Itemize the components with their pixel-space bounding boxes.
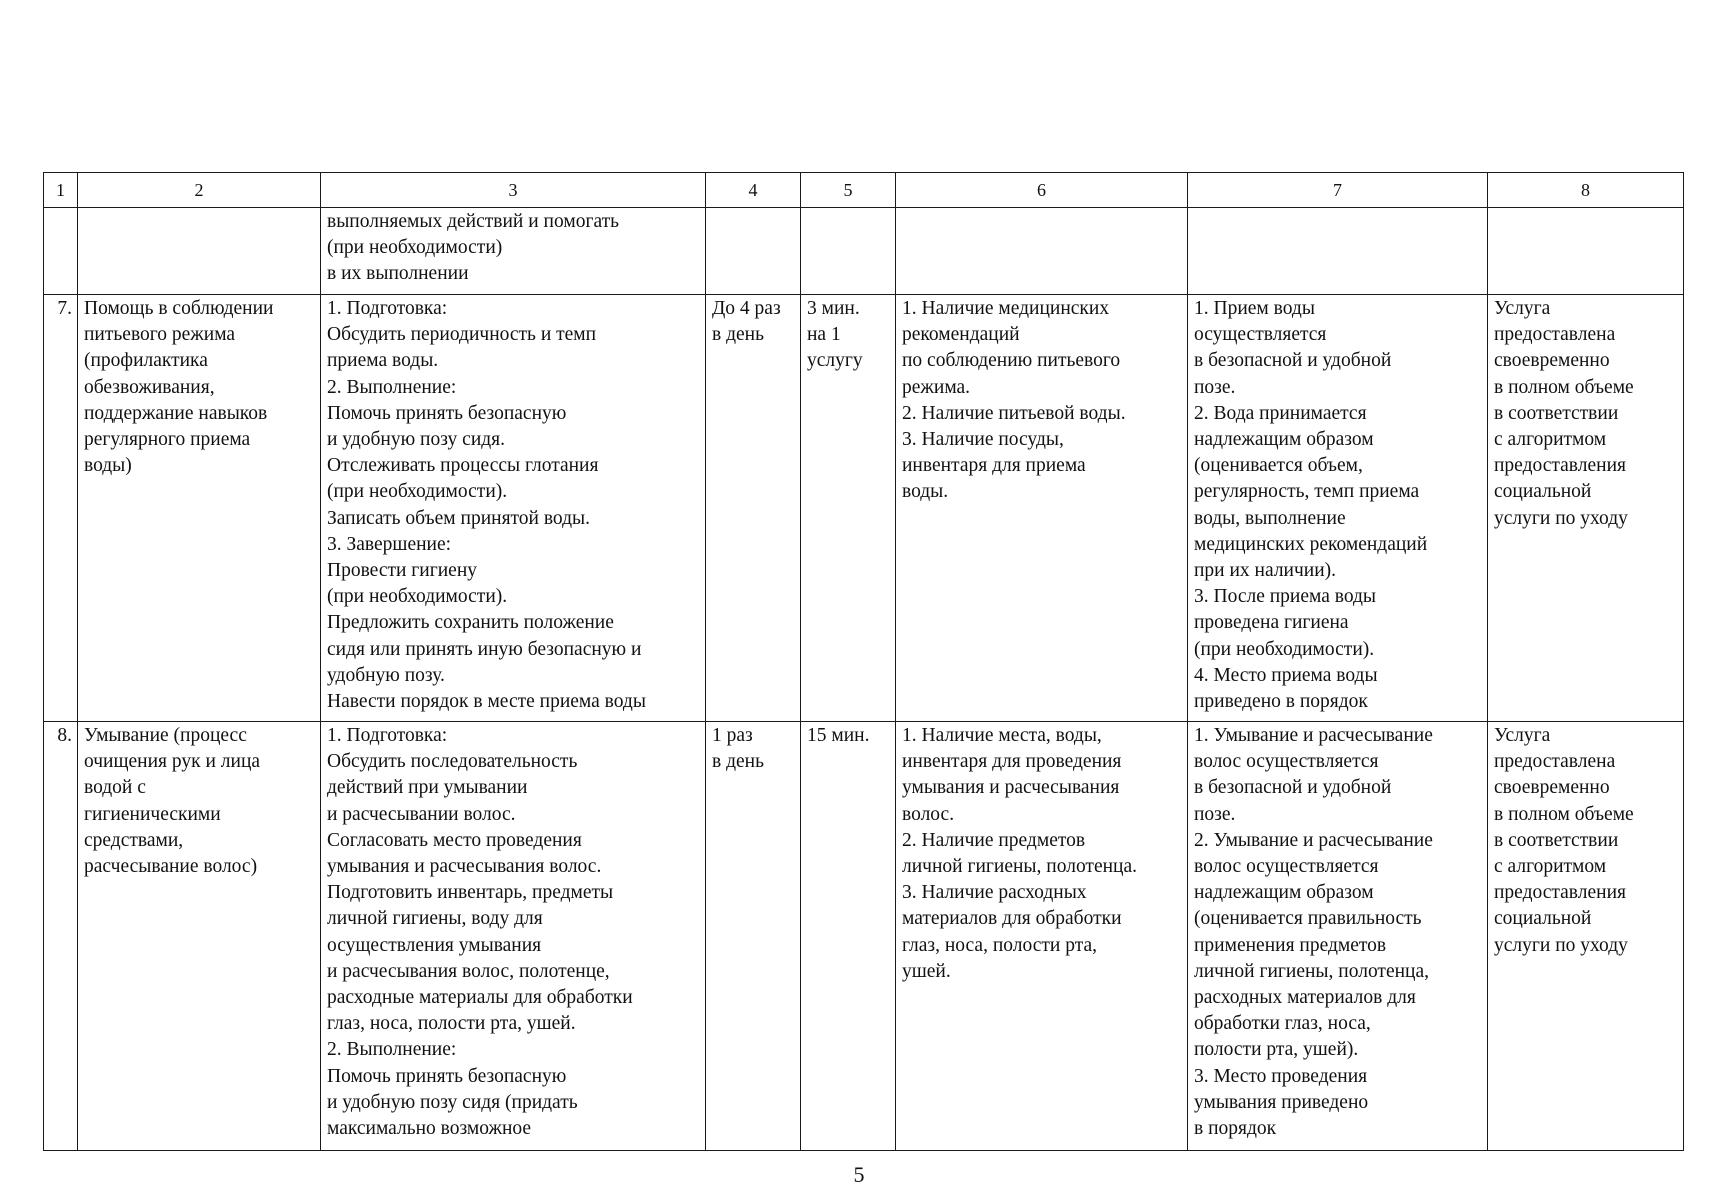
- periodicity-cell: [706, 722, 801, 1151]
- services-table: [43, 172, 1684, 1151]
- cell-line: 1 раз: [712, 725, 753, 746]
- cell-line: приема воды.: [327, 350, 439, 372]
- cell-line: в соответствии: [1494, 829, 1619, 851]
- cell-line: расчесывание волос): [84, 856, 258, 878]
- cell-line: волос осуществляется: [1194, 856, 1379, 878]
- column-number-row: [44, 173, 1684, 208]
- cell-line: 3. Место проведения: [1194, 1065, 1368, 1087]
- cell-line: осуществления умывания: [327, 934, 542, 956]
- row-number: 8.: [44, 722, 78, 1151]
- cell-line: 3. Завершение:: [327, 533, 452, 555]
- cell-line: обезвоживания,: [84, 376, 215, 398]
- cell-line: (оценивается объем,: [1194, 455, 1363, 477]
- cell-line: обработки глаз, носа,: [1194, 1013, 1371, 1035]
- cell-line: (профилактика: [84, 350, 208, 372]
- cell-line: Обсудить последовательность: [327, 751, 578, 773]
- cell-line: в их выполнении: [327, 263, 469, 285]
- cell-line: позе.: [1194, 376, 1236, 398]
- row-number: [44, 208, 78, 295]
- cell-line: умывания и расчесывания: [902, 777, 1120, 799]
- cell-line: материалов для обработки: [902, 908, 1122, 930]
- cell-line: расходных материалов для: [1194, 987, 1416, 1009]
- cell-line: очищения рук и лица: [84, 751, 261, 773]
- cell-line: и расчесывания волос, полотенце,: [327, 960, 610, 982]
- cell-line: Помочь принять безопасную: [327, 1065, 567, 1087]
- cell-line: волос.: [902, 803, 955, 825]
- column-number: 5: [801, 173, 896, 208]
- cell-line: Услуга: [1494, 298, 1551, 319]
- cell-line: выполняемых действий и помогать: [327, 211, 620, 232]
- cell-line: надлежащим образом: [1194, 429, 1374, 451]
- cell-line: умывания приведено: [1194, 1091, 1369, 1113]
- cell-line: питьевого режима: [84, 324, 236, 346]
- cell-line: средствами,: [84, 829, 184, 851]
- cell-line: 4. Место приема воды: [1194, 664, 1378, 686]
- cell-line: личной гигиены, полотенца,: [1194, 960, 1430, 982]
- cell-line: предоставления: [1494, 882, 1626, 904]
- cell-line: 2. Вода принимается: [1194, 402, 1367, 424]
- cell-line: Обсудить периодичность и темп: [327, 324, 597, 346]
- cell-line: Согласовать место проведения: [327, 829, 582, 851]
- conditions-cell: [896, 208, 1188, 295]
- cell-line: полости рта, ушей).: [1194, 1039, 1359, 1061]
- cell-line: (при необходимости): [327, 237, 503, 259]
- cell-line: в безопасной и удобной: [1194, 777, 1392, 799]
- cell-line: с алгоритмом: [1494, 856, 1607, 878]
- cell-line: позе.: [1194, 803, 1236, 825]
- service-name-cell: [78, 208, 321, 295]
- cell-line: расходные материалы для обработки: [327, 987, 633, 1009]
- result-cell: [1488, 208, 1684, 295]
- cell-line: Отслеживать процессы глотания: [327, 455, 599, 477]
- cell-line: Помощь в соблюдении: [84, 298, 274, 319]
- cell-line: регулярность, темп приема: [1194, 481, 1420, 503]
- cell-line: услуги по уходу: [1494, 934, 1628, 956]
- column-number: 7: [1188, 173, 1488, 208]
- cell-line: с алгоритмом: [1494, 429, 1607, 451]
- cell-line: действий при умывании: [327, 777, 528, 799]
- cell-line: воды.: [902, 481, 949, 503]
- cell-line: Умывание (процесс: [84, 725, 247, 746]
- cell-line: глаз, носа, полости рта, ушей.: [327, 1013, 576, 1035]
- cell-line: в порядок: [1194, 1118, 1277, 1140]
- cell-line: своевременно: [1494, 350, 1610, 372]
- cell-line: проведена гигиена: [1194, 612, 1349, 634]
- cell-line: 2. Наличие предметов: [902, 829, 1086, 851]
- conditions-cell: [896, 722, 1188, 1151]
- cell-line: услуги по уходу: [1494, 507, 1628, 529]
- column-number: 8: [1488, 173, 1684, 208]
- cell-line: воды): [84, 455, 132, 477]
- row-number: 7.: [44, 295, 78, 722]
- table-row: [44, 295, 1684, 722]
- cell-line: воды, выполнение: [1194, 507, 1346, 529]
- page-number: 5: [853, 1162, 865, 1187]
- result-cell: [1488, 722, 1684, 1151]
- periodicity-cell: [706, 208, 801, 295]
- cell-line: 15 мин.: [807, 725, 870, 746]
- cell-line: 1. Наличие места, воды,: [902, 725, 1102, 746]
- table-row: [44, 208, 1684, 295]
- cell-line: Провести гигиену: [327, 560, 478, 582]
- table-row: [44, 722, 1684, 1151]
- duration-cell: [801, 208, 896, 295]
- column-number: 2: [78, 173, 321, 208]
- cell-line: в полном объеме: [1494, 803, 1634, 825]
- cell-line: медицинских рекомендаций: [1194, 533, 1428, 555]
- cell-line: 1. Прием воды: [1194, 298, 1315, 319]
- result-cell: [1488, 295, 1684, 722]
- cell-line: и расчесывании волос.: [327, 803, 516, 825]
- cell-line: инвентаря для проведения: [902, 751, 1122, 773]
- cell-line: в день: [712, 324, 764, 346]
- cell-line: и удобную позу сидя (придать: [327, 1091, 578, 1113]
- cell-line: предоставления: [1494, 455, 1626, 477]
- cell-line: водой с: [84, 777, 146, 799]
- cell-line: 1. Подготовка:: [327, 725, 448, 746]
- column-number: 1: [44, 173, 78, 208]
- cell-line: (при необходимости).: [327, 586, 508, 608]
- cell-line: предоставлена: [1494, 324, 1616, 346]
- cell-line: личной гигиены, полотенца.: [902, 856, 1138, 878]
- service-name-cell: [78, 295, 321, 722]
- service-name-cell: [78, 722, 321, 1151]
- column-number: 4: [706, 173, 801, 208]
- cell-line: 1. Подготовка:: [327, 298, 448, 319]
- cell-line: 3. После приема воды: [1194, 586, 1377, 608]
- cell-line: при их наличии).: [1194, 560, 1337, 582]
- cell-line: Записать объем принятой воды.: [327, 507, 591, 529]
- cell-line: надлежащим образом: [1194, 882, 1374, 904]
- cell-line: глаз, носа, полости рта,: [902, 934, 1097, 956]
- cell-line: гигиеническими: [84, 803, 221, 825]
- cell-line: (оценивается правильность: [1194, 908, 1422, 930]
- cell-line: в соответствии: [1494, 402, 1619, 424]
- cell-line: 3. Наличие посуды,: [902, 429, 1064, 451]
- cell-line: своевременно: [1494, 777, 1610, 799]
- quality-cell: [1188, 722, 1488, 1151]
- conditions-cell: [896, 295, 1188, 722]
- cell-line: 2. Умывание и расчесывание: [1194, 829, 1433, 851]
- actions-cell: [321, 295, 706, 722]
- periodicity-cell: [706, 295, 801, 722]
- quality-cell: [1188, 295, 1488, 722]
- cell-line: личной гигиены, воду для: [327, 908, 543, 930]
- cell-line: 2. Выполнение:: [327, 1039, 457, 1061]
- cell-line: 3. Наличие расходных: [902, 882, 1087, 904]
- duration-cell: [801, 295, 896, 722]
- column-number: 6: [896, 173, 1188, 208]
- cell-line: и удобную позу сидя.: [327, 429, 506, 451]
- cell-line: регулярного приема: [84, 429, 251, 451]
- column-number: 3: [321, 173, 706, 208]
- duration-cell: [801, 722, 896, 1151]
- cell-line: Подготовить инвентарь, предметы: [327, 882, 614, 904]
- cell-line: режима.: [902, 376, 971, 398]
- actions-cell: [321, 208, 706, 295]
- cell-line: услугу: [807, 350, 863, 372]
- cell-line: (при необходимости).: [1194, 638, 1375, 660]
- cell-line: на 1: [807, 324, 841, 346]
- cell-line: 1. Наличие медицинских: [902, 298, 1110, 319]
- cell-line: 1. Умывание и расчесывание: [1194, 725, 1433, 746]
- cell-line: поддержание навыков: [84, 402, 268, 424]
- cell-line: сидя или принять иную безопасную и: [327, 638, 642, 660]
- cell-line: предоставлена: [1494, 751, 1616, 773]
- cell-line: (при необходимости).: [327, 481, 508, 503]
- cell-line: Помочь принять безопасную: [327, 402, 567, 424]
- cell-line: применения предметов: [1194, 934, 1387, 956]
- cell-line: волос осуществляется: [1194, 751, 1379, 773]
- cell-line: Навести порядок в месте приема воды: [327, 691, 646, 713]
- cell-line: До 4 раз: [712, 298, 781, 319]
- cell-line: 3 мин.: [807, 298, 860, 319]
- cell-line: приведено в порядок: [1194, 691, 1368, 713]
- cell-line: умывания и расчесывания волос.: [327, 856, 602, 878]
- cell-line: в безопасной и удобной: [1194, 350, 1392, 372]
- cell-line: ушей.: [902, 960, 951, 982]
- cell-line: социальной: [1494, 481, 1592, 503]
- cell-line: 2. Выполнение:: [327, 376, 457, 398]
- cell-line: осуществляется: [1194, 324, 1327, 346]
- cell-line: в день: [712, 751, 764, 773]
- cell-line: максимально возможное: [327, 1118, 532, 1140]
- quality-cell: [1188, 208, 1488, 295]
- cell-line: социальной: [1494, 908, 1592, 930]
- cell-line: по соблюдению питьевого: [902, 350, 1121, 372]
- cell-line: 2. Наличие питьевой воды.: [902, 402, 1126, 424]
- cell-line: в полном объеме: [1494, 376, 1634, 398]
- cell-line: рекомендаций: [902, 324, 1020, 346]
- cell-line: инвентаря для приема: [902, 455, 1086, 477]
- cell-line: удобную позу.: [327, 664, 445, 686]
- cell-line: Предложить сохранить положение: [327, 612, 614, 634]
- actions-cell: [321, 722, 706, 1151]
- cell-line: Услуга: [1494, 725, 1551, 746]
